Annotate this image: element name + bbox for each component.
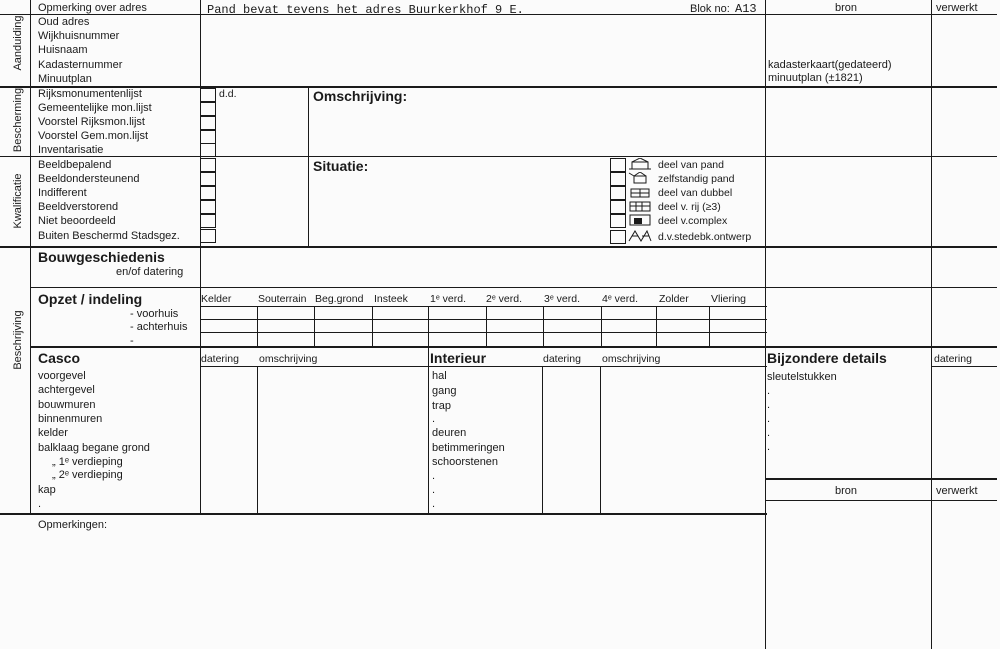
bottom-verwerkt-header: verwerkt [936,485,978,497]
bijzondere-item: sleutelstukken [767,371,837,383]
floor-kelder: Kelder [201,293,232,305]
checkbox-deel-v-rij[interactable] [610,200,626,214]
checkbox-deel-v-complex[interactable] [610,214,626,228]
opzet-row-voorhuis: - voorhuis [130,308,179,320]
rule-opmerkingen-top [0,513,767,515]
bijzondere-item: . [767,385,771,397]
checkbox-beeldondersteunend[interactable] [200,172,216,186]
checkbox-stedebk-ontwerp[interactable] [610,230,626,244]
casco-item: voorgevel [38,370,86,382]
checkbox-deel-van-pand[interactable] [610,158,626,172]
interieur-item: deuren [432,427,467,439]
casco-datering-header: datering [201,353,239,365]
rule-floor-col [257,306,258,346]
checkbox-inventarisatie[interactable] [200,143,216,157]
label-gemeentelijke-mon-lijst: Gemeentelijke mon.lijst [38,102,152,114]
omschrijving-heading: Omschrijving: [313,88,408,104]
rule-bescherming-bottom [0,156,997,157]
floor-2e-verd: 2ᵉ verd. [486,293,523,305]
label-indifferent: Indifferent [38,187,87,199]
label-beeldverstorend: Beeldverstorend [38,201,119,213]
datering-sub: en/of datering [116,266,184,278]
label-minuutplan: Minuutplan [38,73,92,85]
casco-item: „ 2ᵉ verdieping [52,469,123,481]
rule-floor-col [314,306,315,346]
bouwgeschiedenis-heading: Bouwgeschiedenis [38,249,165,265]
rule-left-column [30,0,31,513]
situatie-heading: Situatie: [313,158,369,174]
rule-floor-col [601,306,602,346]
building-complex-icon [628,214,652,226]
rule-verwerkt-left [931,0,932,649]
casco-item: achtergevel [38,384,95,396]
rule-interieur-datering [542,366,543,513]
interieur-item: gang [432,385,457,397]
rule-interieur-omschrijving [600,366,601,513]
casco-item: kelder [38,427,68,439]
label-kadasternummer: Kadasternummer [38,59,123,71]
interieur-omschrijving-header: omschrijving [602,353,661,365]
label-buiten-beschermd-stadsgez: Buiten Beschermd Stadsgez. [38,230,180,242]
casco-item: . [38,498,42,510]
checkbox-zelfstandig-pand[interactable] [610,172,626,186]
interieur-item: schoorstenen [432,456,499,468]
opmerkingen-area[interactable] [30,534,764,644]
label-opmerking-over-adres: Opmerking over adres [38,2,147,14]
casco-omschrijving-header: omschrijving [259,353,318,365]
rule-bijzonder-header [931,366,997,367]
bijzondere-details-heading: Bijzondere details [767,350,887,366]
rule-bouwgeschiedenis-bottom [30,287,997,288]
checkbox-niet-beoordeeld[interactable] [200,214,216,228]
situatie-label: deel v.complex [658,215,728,227]
floor-4e-verd: 4ᵉ verd. [602,293,639,305]
floor-3e-verd: 3ᵉ verd. [544,293,581,305]
rule-bron-left [765,0,766,649]
rule-floor-col [543,306,544,346]
checkbox-deel-van-dubbel[interactable] [610,186,626,200]
rule-floor-col [428,306,429,346]
opzet-row-achterhuis: - achterhuis [130,321,188,333]
rule-opzet-row2 [200,319,767,320]
casco-heading: Casco [38,350,81,366]
rule-opzet-row1 [200,306,767,307]
floor-souterrain: Souterrain [258,293,307,305]
blok-label: Blok no: [690,3,730,15]
checkbox-rijksmonumentenlijst[interactable] [200,88,216,102]
situatie-label: zelfstandig pand [658,173,735,185]
rule-floor-col [372,306,373,346]
rule-kwalificatie-bottom [0,246,997,248]
label-rijksmonumentenlijst: Rijksmonumentenlijst [38,88,142,100]
casco-item: kap [38,484,56,496]
rule-casco-header [200,366,767,367]
label-huisnaam: Huisnaam [38,44,88,56]
typed-address-note[interactable]: Pand bevat tevens het adres Buurkerkhof 9 E. [207,3,524,17]
checkbox-beeldverstorend[interactable] [200,200,216,214]
bijzondere-item: . [767,441,771,453]
dd-label: d.d. [219,88,237,100]
building-double-icon [628,186,652,198]
side-label-aanduiding: Aanduiding [12,15,24,71]
floor-1e-verd: 1ᵉ verd. [430,293,467,305]
interieur-item: . [432,484,436,496]
rule-bijzonder-datering [931,366,932,478]
floor-insteek: Insteek [374,293,408,305]
bijzondere-item: . [767,399,771,411]
checkbox-beeldbepalend[interactable] [200,158,216,172]
interieur-item: betimmeringen [432,442,505,454]
rule-aanduiding-bottom [0,86,997,88]
side-label-beschrijving: Beschrijving [12,310,24,370]
bron-minuutplan: minuutplan (±1821) [768,72,863,84]
bijzondere-item: . [767,427,771,439]
interieur-item: hal [432,370,447,382]
rule-opzet-bottom [30,346,997,348]
casco-item: bouwmuren [38,399,96,411]
rule-opzet-row3 [200,332,767,333]
bottom-bron-header: bron [835,485,858,497]
interieur-heading: Interieur [430,350,487,366]
bijzondere-item: . [767,413,771,425]
floor-beg-grond: Beg.grond [315,293,364,305]
building-row-icon [628,200,652,212]
checkbox-voorstel-gem-mon-lijst[interactable] [200,130,216,144]
casco-item: balklaag begane grond [38,442,150,454]
side-label-bescherming: Bescherming [12,87,24,153]
casco-item: binnenmuren [38,413,103,425]
label-beeldbepalend: Beeldbepalend [38,159,112,171]
opzet-row-blank: - [130,335,134,347]
label-wijkhuisnummer: Wijkhuisnummer [38,30,120,42]
rule-label-column [200,0,201,513]
interieur-item: . [432,413,436,425]
situatie-label: deel van pand [658,159,724,171]
opzet-heading: Opzet / indeling [38,291,143,307]
situatie-label: deel van dubbel [658,187,733,199]
label-oud-adres: Oud adres [38,16,90,28]
rule-floor-col [709,306,710,346]
interieur-datering-header: datering [543,353,581,365]
checkbox-voorstel-rijksmon-lijst[interactable] [200,116,216,130]
bron-kadasterkaart: kadasterkaart(gedateerd) [768,59,892,71]
interieur-item: . [432,470,436,482]
building-standalone-icon [628,172,652,184]
building-part-icon [628,158,652,170]
situatie-label: d.v.stedebk.ontwerp [658,231,752,243]
label-voorstel-gem-mon-lijst: Voorstel Gem.mon.lijst [38,130,149,142]
interieur-item: . [432,498,436,510]
floor-vliering: Vliering [711,293,747,305]
rule-bijzonder-bottom [765,478,997,480]
rule-floor-col [486,306,487,346]
rule-floor-col [656,306,657,346]
side-label-kwalificatie: Kwalificatie [12,173,24,229]
situatie-label: deel v. rij (≥3) [658,201,721,213]
verwerkt-header: verwerkt [936,2,978,14]
label-voorstel-rijksmon-lijst: Voorstel Rijksmon.lijst [38,116,145,128]
blok-value[interactable]: A13 [735,2,757,16]
bron-header: bron [835,2,858,14]
checkbox-gemeentelijke-mon-lijst[interactable] [200,102,216,116]
rule-interieur-left [428,348,429,513]
checkbox-indifferent[interactable] [200,186,216,200]
label-beeldondersteunend: Beeldondersteunend [38,173,140,185]
rule-bijzonder-bron-bottom [765,500,997,501]
urban-design-icon [628,230,652,242]
casco-item: „ 1ᵉ verdieping [52,456,123,468]
rule-casco-omschrijving [257,366,258,513]
bijzondere-datering-header: datering [934,353,972,365]
checkbox-buiten-beschermd-stadsgez[interactable] [200,229,216,243]
rule-dd-column [308,88,309,246]
label-niet-beoordeeld: Niet beoordeeld [38,215,116,227]
floor-zolder: Zolder [659,293,689,305]
interieur-item: trap [432,400,451,412]
opmerkingen-label: Opmerkingen: [38,519,108,531]
label-inventarisatie: Inventarisatie [38,144,104,156]
